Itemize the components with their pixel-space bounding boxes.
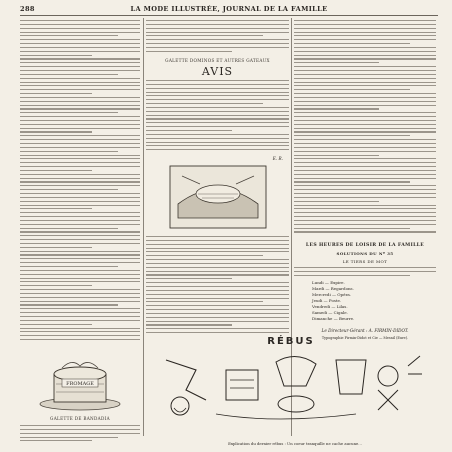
text-line [20,55,92,56]
text-line [20,312,140,313]
text-line [20,89,140,90]
cake-label-text: FROMAGE [66,381,94,387]
text-line [20,128,140,129]
text-line [294,101,436,102]
text-line [294,39,436,40]
text-line [20,297,140,298]
text-line [146,271,289,272]
text-line [146,313,289,314]
running-title: LA MODE ILLUSTRÉE, JOURNAL DE LA FAMILLE [130,5,328,13]
text-line [20,85,140,86]
text-line [146,321,289,322]
text-line [294,105,436,106]
text-line [20,143,140,144]
text-line [294,24,436,25]
text-line [20,97,140,98]
text-line [20,429,140,430]
text-line [294,212,436,213]
text-line [146,248,289,249]
text-line [20,162,140,163]
text-line [294,85,436,86]
text-line [146,286,289,287]
text-line [146,47,289,48]
text-line [20,293,140,294]
text-line [20,216,140,217]
text-line [294,131,436,132]
text-line [294,70,436,71]
text-line [294,51,436,52]
text-line [294,181,410,182]
text-line [146,142,289,143]
rebus-section [146,336,436,440]
text-line [146,324,232,325]
text-line [20,320,140,321]
text-line [20,105,140,106]
text-line [20,147,140,148]
text-line [146,51,232,52]
text-line [146,80,289,81]
rebus-picture-puzzle [156,350,426,428]
page-header [20,3,438,16]
avis-text-block [146,80,289,153]
text-line [20,440,92,441]
text-line [20,235,140,236]
text-line [146,24,289,25]
text-line [294,124,436,125]
text-line [294,228,410,229]
text-line [146,111,289,112]
text-line [146,32,289,33]
text-line [294,147,436,148]
solution-item: Lundi — Expire. [312,280,345,285]
page-number: 288 [20,5,35,13]
article-text-block [294,20,436,235]
text-line [20,339,140,340]
text-line [146,244,289,245]
text-line [146,95,289,96]
text-line [20,166,140,167]
column-rule-1 [143,18,144,436]
text-line [146,115,289,116]
text-line [294,66,436,67]
text-line [20,308,140,309]
text-line [294,174,436,175]
text-line [20,224,140,225]
text-line [20,93,92,94]
rebus-title: RÉBUS [267,336,315,347]
text-line [20,174,140,175]
text-line [294,20,436,21]
text-line [294,139,436,140]
solution-item: Jeudi — Poste. [312,298,342,303]
text-line [294,189,436,190]
text-line [294,166,436,167]
text-line [20,66,140,67]
text-line [20,28,140,29]
text-line [294,116,436,117]
text-line [146,255,263,256]
text-line [20,335,140,336]
text-line [20,131,92,132]
text-line [146,130,232,131]
text-line [146,251,289,252]
text-line [20,108,140,109]
text-line [146,309,289,310]
solution-item: Dimanche — Beurre. [312,316,355,321]
text-line [294,267,436,268]
text-line [20,304,118,305]
text-line [20,254,140,255]
text-line [146,134,289,135]
text-line [146,274,289,275]
text-line [294,224,436,225]
text-line [20,189,118,190]
article-text-block [20,20,140,343]
text-line [20,208,92,209]
text-line [294,74,436,75]
text-line [146,92,289,93]
text-line [294,78,436,79]
text-line [146,39,289,40]
text-line [294,178,436,179]
solutions-intro-text [294,267,436,279]
advertisement-text-block [146,236,289,336]
text-line [20,212,140,213]
text-line [20,239,140,240]
text-line [146,290,289,291]
text-line [294,135,410,136]
text-line [294,271,436,272]
text-line [20,270,140,271]
text-line [146,236,289,237]
text-line [20,231,140,232]
text-line [146,267,289,268]
text-line [146,99,289,100]
text-line [294,128,436,129]
text-line [20,437,118,438]
text-line [20,258,140,259]
text-line [20,74,118,75]
text-line [294,193,436,194]
article-text-block-bottom [20,425,140,444]
text-line [20,151,118,152]
text-line [146,240,289,241]
text-line [20,101,140,102]
text-line [146,28,289,29]
text-line [20,35,118,36]
advertisement-illustration [168,164,268,230]
text-line [20,51,140,52]
text-line [146,20,289,21]
text-line [20,135,140,136]
text-line [20,78,140,79]
cake-illustration [32,354,128,412]
rebus-explanation: Explication du dernier rébus : Un coeur tranquille ne cache aucune... [228,441,362,446]
text-line [294,205,436,206]
text-line [20,58,140,59]
text-line [20,205,140,206]
text-line [294,275,410,276]
text-line [20,328,140,329]
text-line [20,158,140,159]
text-line [146,317,289,318]
text-line [20,120,140,121]
text-line [20,170,92,171]
text-line [20,32,140,33]
text-line [146,126,289,127]
text-line [294,32,436,33]
text-line [294,89,410,90]
text-line [294,43,410,44]
text-line [146,298,289,299]
text-line [294,197,436,198]
text-line [146,328,289,329]
text-line [20,24,140,25]
text-line [146,301,263,302]
text-line [20,262,140,263]
text-line [20,251,140,252]
text-line [146,138,289,139]
text-line [20,324,92,325]
text-line [294,120,436,121]
text-line [20,201,140,202]
text-line [146,149,289,150]
text-line [294,170,436,171]
text-line [294,108,379,109]
text-line [294,143,436,144]
text-line [20,220,140,221]
text-line [146,332,289,333]
text-line [20,116,140,117]
text-line [20,266,118,267]
caption-galette: GALETTE DE BANDADIA [50,416,110,421]
text-line [20,139,140,140]
text-line [20,197,140,198]
text-line [294,185,436,186]
text-line [20,278,140,279]
solutions-list [312,280,354,322]
text-line [146,145,289,146]
text-line [294,28,436,29]
imprint-line: Typographie Firmin-Didot et Cie — Mesnil (Eure). [321,336,409,340]
text-line [20,82,140,83]
text-line [20,39,140,40]
solution-item: Mardi — Regardons. [312,286,354,291]
text-line [294,162,436,163]
left-column [20,18,140,436]
avis-title: AVIS [201,65,234,78]
text-line [20,281,140,282]
text-line [20,425,140,426]
text-line [20,247,92,248]
text-line [146,278,232,279]
text-line [294,58,436,59]
heures-de-loisir-title: LES HEURES DE LOISIR DE LA FAMILLE [305,243,425,248]
text-line [20,155,140,156]
text-line [20,301,140,302]
text-line [146,282,289,283]
avis-signature: E. R. [272,156,283,161]
text-line [20,243,140,244]
text-line [20,178,140,179]
text-line [20,112,118,113]
text-line [294,97,436,98]
text-line [146,103,263,104]
text-line [20,20,140,21]
text-line [146,43,289,44]
text-line [20,331,140,332]
text-line [20,316,140,317]
text-line [20,47,140,48]
text-line [20,289,140,290]
text-line [146,122,289,123]
text-line [146,263,289,264]
text-line [294,208,436,209]
text-line [20,228,118,229]
text-line [146,294,289,295]
solutions-heading: SOLUTIONS DU Nº 35 [336,251,394,256]
text-line [146,35,263,36]
caption-galette-dominos: GALETTE DOMINOS ET AUTRES GATEAUX [165,58,270,63]
text-line [294,62,379,63]
text-line [20,70,140,71]
solution-item: Samedi — Cigale. [312,310,348,315]
text-line [146,259,289,260]
text-line [294,35,436,36]
text-line [294,82,436,83]
text-line [20,62,140,63]
text-line [294,201,379,202]
text-line [20,185,140,186]
text-line [294,93,436,94]
text-line [294,155,379,156]
tiers-de-mot-heading: LE TIERS DE MOT [342,259,388,264]
text-line [20,193,140,194]
text-line [294,47,436,48]
text-line [20,43,140,44]
text-line [294,231,436,232]
text-line [294,112,436,113]
text-line [146,84,289,85]
text-line [294,151,436,152]
text-line [20,181,140,182]
text-line [146,107,289,108]
text-line [146,88,289,89]
article-text-block [146,20,289,55]
solution-item: Vendredi — Lilas. [312,304,348,309]
director-signature: Le Directeur-Gérant : A. FIRMIN-DIDOT. [321,328,409,333]
solution-item: Mercredi — Opéra. [312,292,352,297]
text-line [20,285,92,286]
text-line [294,220,436,221]
text-line [20,124,140,125]
text-line [294,216,436,217]
text-line [294,158,436,159]
text-line [20,274,140,275]
text-line [146,118,289,119]
text-line [146,305,289,306]
text-line [294,55,436,56]
text-line [20,433,140,434]
